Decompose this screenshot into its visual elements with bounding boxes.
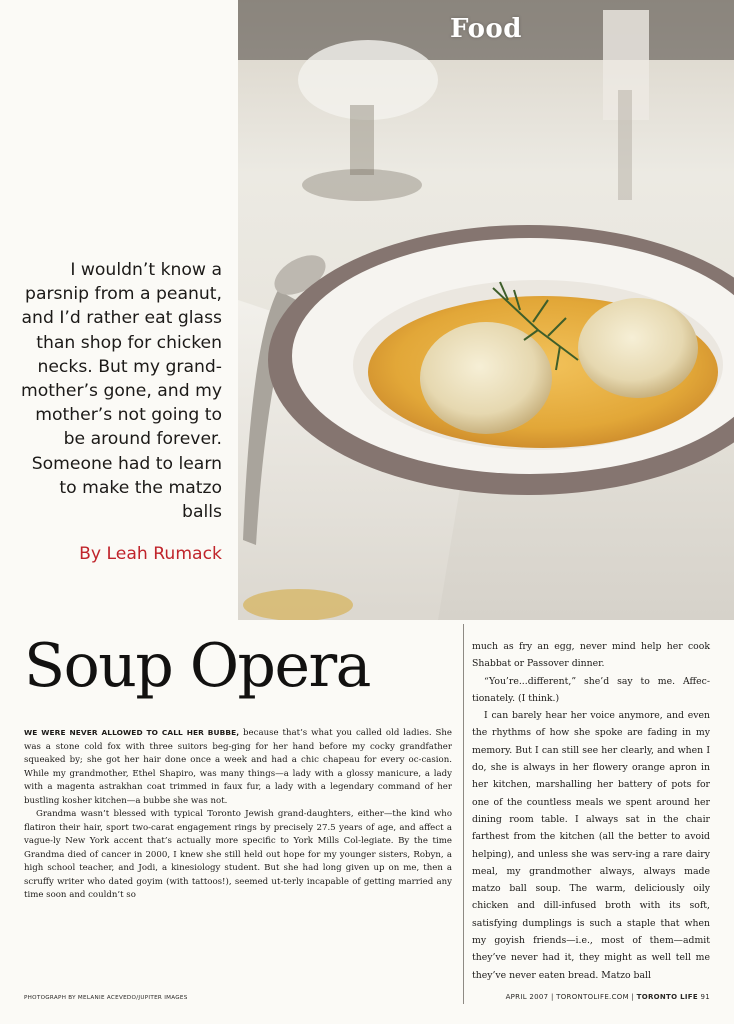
body-paragraph: much as fry an egg, never mind help her cook Shabbat or Passover dinner. <box>472 641 710 670</box>
page-number: 91 <box>700 993 710 1001</box>
photo-illustration <box>238 0 734 620</box>
page-folio <box>472 993 710 1001</box>
body-paragraph <box>24 726 452 808</box>
photo-credit: PHOTOGRAPH BY MELANIE ACEVEDO/JUPITER IMAGES <box>24 995 188 1001</box>
article-dek: I wouldn’t know a parsnip from a peanut, and I’d rather eat glass than shop for chicken necks. But my grand-mother’s gone, and my mother’s not going to be around forever. Someone had to learn to make the matzo balls <box>21 260 222 523</box>
body-paragraph: I can barely hear her voice anymore, and even the rhythms of how she spoke are fading in my memory. But I can still see her clearly, and when I do, she is always in her flowery orange apron in her kitchen, marshalling her battery of pots for one of the countless meals we spent around her dining room table. I always sat in the chair farthest from the kitchen (all the better to avoid helping), and unless she was serv-ing a rare dairy meal, my grandmother always, always made matzo ball soup. The warm, deliciously oily chicken and dill-infused broth with its soft, satisfying dumplings is such a staple that when my goyish friends—i.e., most of them—admit they’ve never had it, they might as well tell me they’ve never eaten bread. Matzo ball <box>472 710 710 981</box>
folio-magazine: TORONTO LIFE <box>636 993 698 1001</box>
paragraph-text: because that’s what you called old ladies. She was a stone cold fox with three suitors beg-ging for her hand before my cocky grandfather squeaked by; she got her hair done once a week and had a chic chapeau for every oc-casion. While my grandmother, Ethel Shapiro, was many things—a lady with a glossy manicure, a lady with a magenta astrakhan coat trimmed in faux fur, a lady with a legendary command of her bustling kosher kitchen—a bubbe she was not. <box>24 728 452 806</box>
body-column-left <box>24 726 452 903</box>
lead-in: WE WERE NEVER ALLOWED TO CALL HER BUBBE, <box>24 728 240 737</box>
section-label: Food <box>450 14 522 44</box>
matzo-ball-soup-photo <box>238 0 734 620</box>
byline: By Leah Rumack <box>79 544 222 564</box>
body-paragraph: Grandma wasn’t blessed with typical Toronto Jewish grand-daughters, either—the kind who flatiron their hair, sport two-carat engagement rings by precisely 27.5 years of age, and affect a vague-ly New York accent that’s actually more specific to York Mills Col-legiate. By the time Grandma died of cancer in 2000, I knew she still held out hope for my younger sisters, Robyn, a high school teacher, and Jodi, a kinesiology student. But she had long given up on me, then a scruffy writer who dated goyim (with tattoos!), seemed ut-terly incapable of getting married any time soon and couldn’t so <box>24 809 452 900</box>
body-paragraph: “You’re...different,” she’d say to me. Affec-tionately. (I think.) <box>472 675 710 704</box>
column-divider <box>463 624 464 1004</box>
article-title: Soup Opera <box>24 631 370 701</box>
folio-date-site: APRIL 2007 | TORONTOLIFE.COM | <box>505 993 637 1001</box>
body-column-right <box>472 638 710 984</box>
